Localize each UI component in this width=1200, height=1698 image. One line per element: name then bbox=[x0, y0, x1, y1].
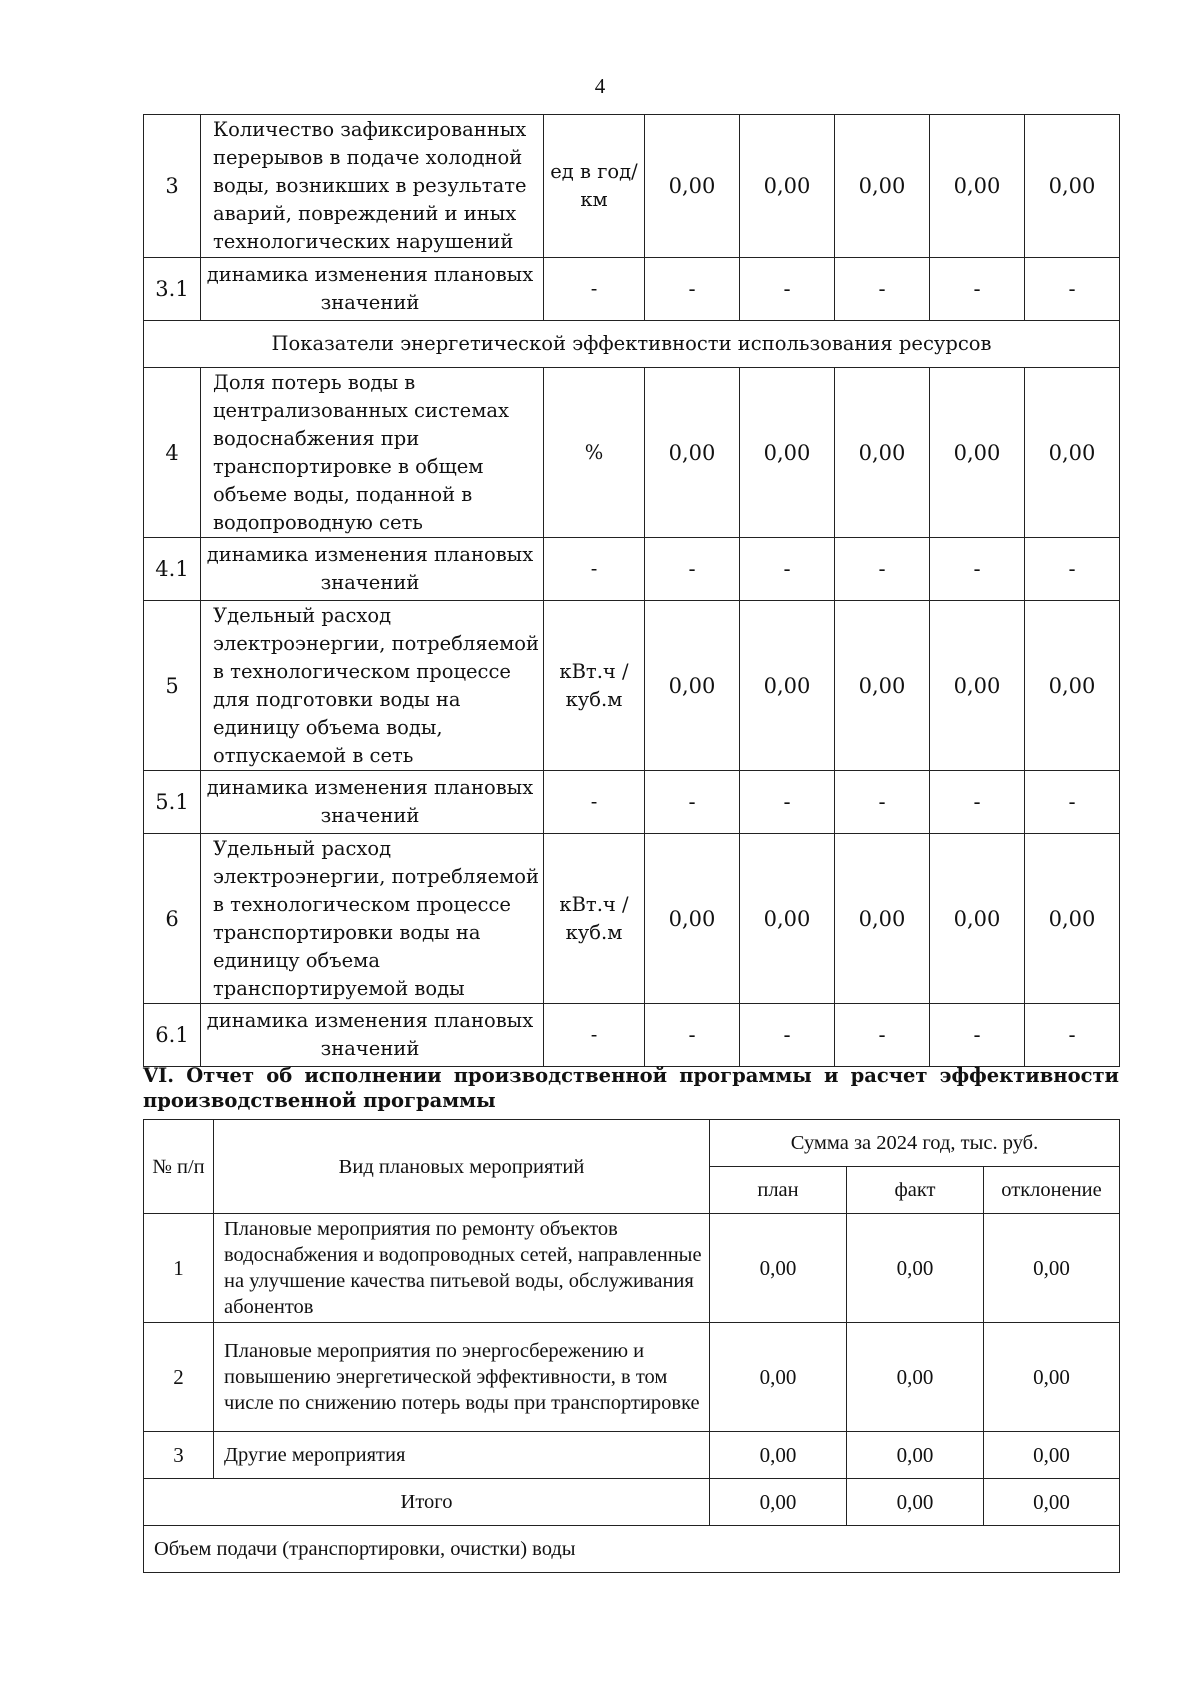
row-name: динамика изменения плановых значений bbox=[201, 258, 544, 321]
row-name: динамика изменения плановых значений bbox=[201, 538, 544, 601]
row-num: 5.1 bbox=[144, 771, 201, 834]
row-value: 0,00 bbox=[835, 368, 930, 538]
row-num: 4.1 bbox=[144, 538, 201, 601]
row-value: 0,00 bbox=[930, 115, 1025, 258]
section-heading-line2: производственной программы bbox=[143, 1089, 496, 1112]
row-value: - bbox=[1025, 258, 1120, 321]
row-name: Количество зафиксированных перерывов в подаче холодной воды, возникших в результате аварий, повреждений и иных технологических нарушений bbox=[201, 115, 544, 258]
row-num: 6.1 bbox=[144, 1004, 201, 1067]
total-fact: 0,00 bbox=[847, 1479, 984, 1526]
total-plan: 0,00 bbox=[710, 1479, 847, 1526]
row-num: 1 bbox=[144, 1214, 214, 1323]
section-row bbox=[144, 321, 1120, 368]
header-activity: Вид плановых мероприятий bbox=[214, 1120, 710, 1214]
row-num: 3 bbox=[144, 115, 201, 258]
production-program-table bbox=[143, 1119, 1120, 1573]
dynamics-row bbox=[144, 771, 1120, 834]
row-name: Удельный расход электроэнергии, потребляемой в технологическом процессе транспортировки воды на единицу объема транспортируемой воды bbox=[201, 834, 544, 1004]
row-deviation: 0,00 bbox=[984, 1323, 1120, 1432]
row-value: - bbox=[835, 771, 930, 834]
row-unit: ед в год/ км bbox=[544, 115, 645, 258]
page-number: 4 bbox=[594, 74, 606, 98]
dynamics-row bbox=[144, 538, 1120, 601]
indicators-table bbox=[143, 114, 1120, 1067]
row-num: 3 bbox=[144, 1432, 214, 1479]
row-value: - bbox=[930, 258, 1025, 321]
row-plan: 0,00 bbox=[710, 1214, 847, 1323]
row-name: Другие мероприятия bbox=[214, 1432, 710, 1479]
row-value: 0,00 bbox=[740, 368, 835, 538]
total-label: Итого bbox=[144, 1479, 710, 1526]
row-value: 0,00 bbox=[740, 601, 835, 771]
row-num: 6 bbox=[144, 834, 201, 1004]
row-value: - bbox=[930, 1004, 1025, 1067]
indicator-row bbox=[144, 368, 1120, 538]
row-value: - bbox=[740, 771, 835, 834]
row-unit: - bbox=[544, 258, 645, 321]
dynamics-row bbox=[144, 1004, 1120, 1067]
row-name: Плановые мероприятия по ремонту объектов водоснабжения и водопроводных сетей, направленные на улучшение качества питьевой воды, обслуживания абонентов bbox=[214, 1214, 710, 1323]
row-name: Доля потерь воды в централизованных системах водоснабжения при транспортировке в общем объеме воды, поданной в водопроводную сеть bbox=[201, 368, 544, 538]
row-value: 0,00 bbox=[930, 368, 1025, 538]
row-value: 0,00 bbox=[740, 834, 835, 1004]
row-value: 0,00 bbox=[835, 115, 930, 258]
row-value: 0,00 bbox=[835, 834, 930, 1004]
section-heading-line1: VI. Отчет об исполнении производственной программы и расчет эффективности bbox=[143, 1064, 1119, 1087]
row-value: 0,00 bbox=[645, 368, 740, 538]
header-sum: Сумма за 2024 год, тыс. руб. bbox=[710, 1120, 1120, 1167]
row-num: 3.1 bbox=[144, 258, 201, 321]
row-deviation: 0,00 bbox=[984, 1214, 1120, 1323]
indicator-row bbox=[144, 115, 1120, 258]
row-fact: 0,00 bbox=[847, 1214, 984, 1323]
row-value: - bbox=[930, 771, 1025, 834]
section-heading bbox=[143, 1063, 1119, 1113]
row-value: 0,00 bbox=[1025, 115, 1120, 258]
row-value: - bbox=[645, 258, 740, 321]
row-value: 0,00 bbox=[1025, 601, 1120, 771]
row-unit: кВт.ч / куб.м bbox=[544, 834, 645, 1004]
header-num: № п/п bbox=[144, 1120, 214, 1214]
table-row bbox=[144, 1214, 1120, 1323]
row-unit: - bbox=[544, 771, 645, 834]
dynamics-row bbox=[144, 258, 1120, 321]
row-value: - bbox=[835, 258, 930, 321]
row-unit: % bbox=[544, 368, 645, 538]
row-value: 0,00 bbox=[1025, 834, 1120, 1004]
row-name: Плановые мероприятия по энергосбережению и повышению энергетической эффективности, в том числе по снижению потерь воды при транспортировке bbox=[214, 1323, 710, 1432]
row-value: - bbox=[1025, 1004, 1120, 1067]
row-unit: - bbox=[544, 1004, 645, 1067]
indicator-row bbox=[144, 601, 1120, 771]
row-value: 0,00 bbox=[835, 601, 930, 771]
header-fact: факт bbox=[847, 1167, 984, 1214]
footer-row bbox=[144, 1526, 1120, 1573]
total-row bbox=[144, 1479, 1120, 1526]
row-value: 0,00 bbox=[645, 115, 740, 258]
indicator-row bbox=[144, 834, 1120, 1004]
row-value: 0,00 bbox=[930, 834, 1025, 1004]
row-value: - bbox=[835, 538, 930, 601]
row-plan: 0,00 bbox=[710, 1432, 847, 1479]
row-num: 2 bbox=[144, 1323, 214, 1432]
row-fact: 0,00 bbox=[847, 1432, 984, 1479]
row-value: - bbox=[930, 538, 1025, 601]
row-value: - bbox=[1025, 538, 1120, 601]
header-row bbox=[144, 1120, 1120, 1167]
row-plan: 0,00 bbox=[710, 1323, 847, 1432]
row-value: 0,00 bbox=[1025, 368, 1120, 538]
row-unit: - bbox=[544, 538, 645, 601]
water-supply-volume-label: Объем подачи (транспортировки, очистки) воды bbox=[144, 1526, 1120, 1573]
row-value: 0,00 bbox=[645, 834, 740, 1004]
row-value: - bbox=[645, 538, 740, 601]
row-value: - bbox=[645, 771, 740, 834]
row-deviation: 0,00 bbox=[984, 1432, 1120, 1479]
row-fact: 0,00 bbox=[847, 1323, 984, 1432]
table-row bbox=[144, 1432, 1120, 1479]
header-deviation: отклонение bbox=[984, 1167, 1120, 1214]
row-value: - bbox=[740, 258, 835, 321]
row-value: - bbox=[740, 1004, 835, 1067]
header-plan: план bbox=[710, 1167, 847, 1214]
row-value: - bbox=[740, 538, 835, 601]
row-value: 0,00 bbox=[645, 601, 740, 771]
row-num: 4 bbox=[144, 368, 201, 538]
row-unit: кВт.ч / куб.м bbox=[544, 601, 645, 771]
section-title: Показатели энергетической эффективности использования ресурсов bbox=[144, 321, 1120, 368]
row-name: динамика изменения плановых значений bbox=[201, 1004, 544, 1067]
row-value: - bbox=[1025, 771, 1120, 834]
row-name: динамика изменения плановых значений bbox=[201, 771, 544, 834]
row-value: - bbox=[835, 1004, 930, 1067]
row-value: 0,00 bbox=[930, 601, 1025, 771]
table-row bbox=[144, 1323, 1120, 1432]
row-num: 5 bbox=[144, 601, 201, 771]
row-name: Удельный расход электроэнергии, потребляемой в технологическом процессе для подготовки воды на единицу объема воды, отпускаемой в сеть bbox=[201, 601, 544, 771]
row-value: - bbox=[645, 1004, 740, 1067]
total-deviation: 0,00 bbox=[984, 1479, 1120, 1526]
row-value: 0,00 bbox=[740, 115, 835, 258]
